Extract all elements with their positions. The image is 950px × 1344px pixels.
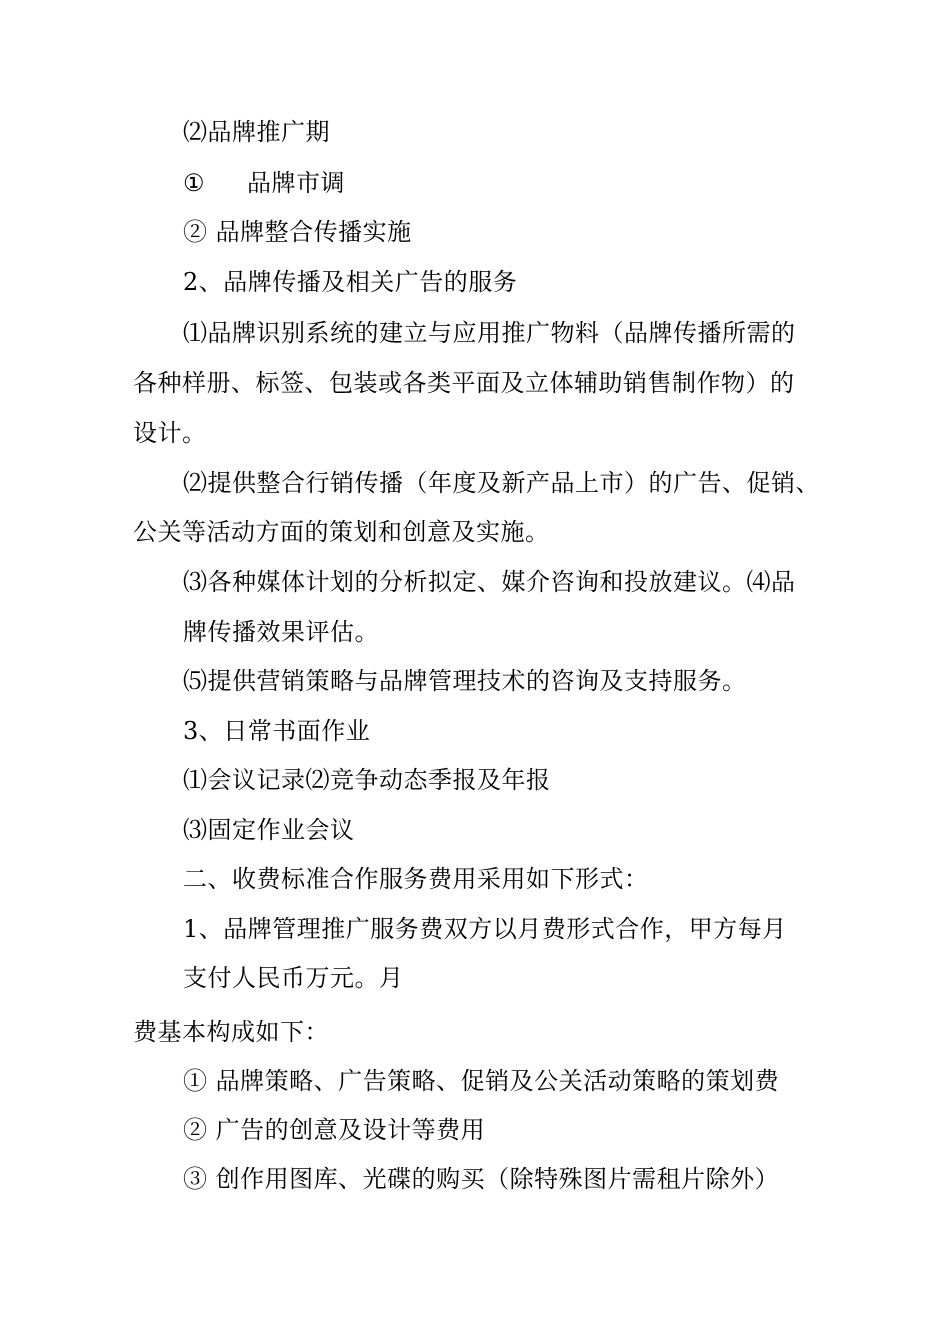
paragraph-line: 支付人民币万元。月 — [183, 964, 404, 992]
item-brand-integration: ② 品牌整合传播实施 — [183, 218, 412, 246]
paragraph-line: ⑶固定作业会议 — [183, 816, 355, 844]
list-marker-1: ① — [183, 169, 206, 197]
paragraph-line: 1、品牌管理推广服务费双方以月费形式合作，甲方每月 — [183, 915, 787, 943]
paragraph-line: 牌传播效果评估。 — [183, 618, 379, 646]
list-item: ③ 创作用图库、光碟的购买（除特殊图片需租片除外） — [183, 1165, 780, 1193]
heading-brand-promotion-period: ⑵品牌推广期 — [183, 118, 330, 146]
paragraph-line: ⑸提供营销策略与品牌管理技术的咨询及支持服务。 — [183, 667, 747, 695]
paragraph-line: ⑶各种媒体计划的分析拟定、媒介咨询和投放建议。⑷品 — [183, 568, 796, 596]
list-item: ② 广告的创意及设计等费用 — [183, 1116, 486, 1144]
list-item: ① 品牌策略、广告策略、促销及公关活动策略的策划费 — [183, 1067, 780, 1095]
paragraph-line: 设计。 — [133, 419, 207, 447]
paragraph-line: 费基本构成如下： — [133, 1018, 329, 1046]
heading-fee-standard: 二、收费标准合作服务费用采用如下形式： — [183, 865, 649, 893]
paragraph-line: 各种样册、标签、包装或各类平面及立体辅助销售制作物）的 — [133, 369, 795, 397]
paragraph-line: ⑴会议记录⑵竞争动态季报及年报 — [183, 766, 551, 794]
paragraph-line: ⑵提供整合行销传播（年度及新产品上市）的广告、促销、 — [183, 469, 820, 497]
paragraph-line: ⑴品牌识别系统的建立与应用推广物料（品牌传播所需的 — [183, 319, 796, 347]
paragraph-line: 公关等活动方面的策划和创意及实施。 — [133, 518, 550, 546]
heading-daily-written-work: 3、日常书面作业 — [183, 717, 371, 745]
heading-brand-communication-services: 2、品牌传播及相关广告的服务 — [183, 268, 518, 296]
item-brand-market-research: 品牌市调 — [247, 169, 345, 197]
